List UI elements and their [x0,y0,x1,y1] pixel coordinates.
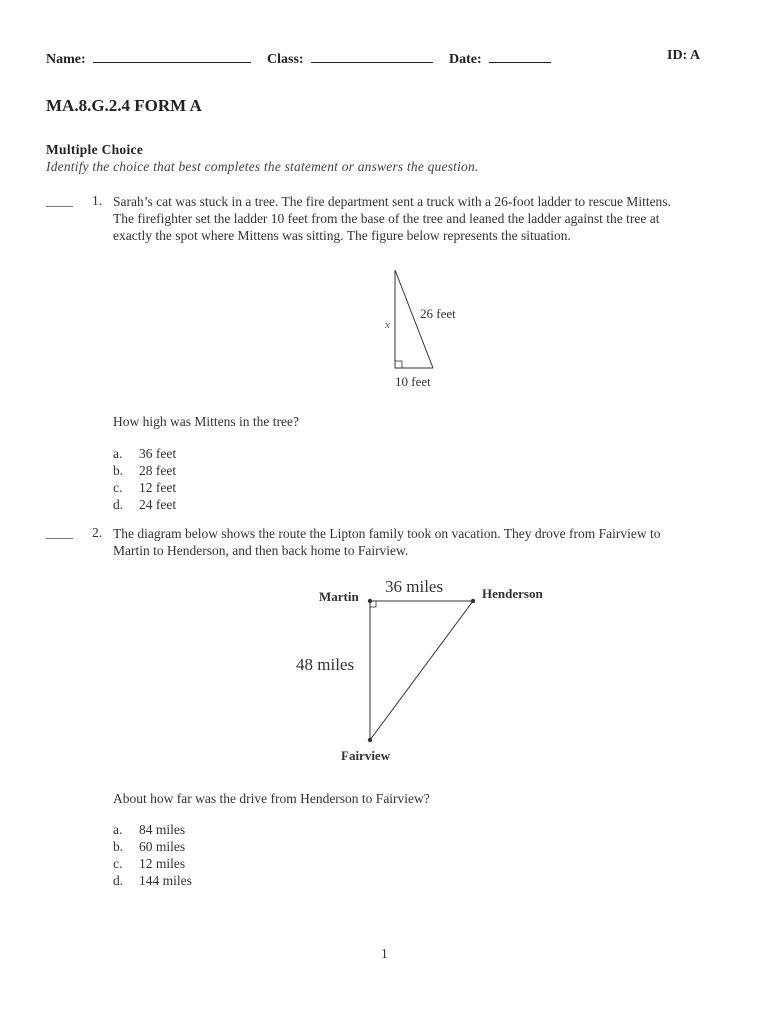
class-label: Class: [267,52,304,67]
class-blank[interactable] [311,48,433,63]
choice-letter: d. [113,497,124,512]
class-field [267,48,433,68]
choice-letter: a. [113,446,123,461]
choice-item[interactable] [113,873,192,890]
question-1-choices [113,446,176,514]
answer-blank-2[interactable]: ____ [46,525,73,540]
choice-item[interactable] [113,463,176,480]
right-angle-mark [395,361,402,368]
fairview-label: Fairview [341,748,391,763]
page-number: 1 [381,946,388,961]
question-1-prompt: How high was Mittens in the tree? [113,414,299,429]
question-number-1: 1. [92,193,103,208]
choice-letter: d. [113,873,124,888]
page-title: MA.8.G.2.4 FORM A [46,96,202,115]
choice-item[interactable] [113,497,176,514]
height-variable-label: x [385,319,390,331]
choice-text: 144 miles [139,873,192,888]
choice-item[interactable] [113,480,176,497]
question-number-2: 2. [92,525,103,540]
section-instructions: Identify the choice that best completes the statement or answers the question. [46,159,479,174]
choice-letter: b. [113,839,124,854]
ladder-triangle-figure [375,262,485,397]
choice-text: 36 feet [139,446,177,461]
choice-text: 28 feet [139,463,177,478]
section-heading: Multiple Choice [46,142,144,157]
name-blank[interactable] [93,48,251,63]
martin-label: Martin [319,589,359,604]
question-1-line: exactly the spot where Mittens was sitting. The figure below represents the situation. [113,228,571,243]
question-2-line: The diagram below shows the route the Lipton family took on vacation. They drove from Fairview to [113,526,661,541]
name-field [46,48,251,68]
name-label: Name: [46,52,86,67]
question-text-1 [113,193,671,244]
fairview-point [368,738,372,742]
choice-text: 12 miles [139,856,186,871]
choice-letter: c. [113,480,123,495]
choice-item[interactable] [113,856,192,873]
choice-text: 24 feet [139,497,177,512]
question-text-2 [113,525,661,559]
choice-item[interactable] [113,839,192,856]
id-label: ID: A [667,48,701,63]
choice-text: 60 miles [139,839,186,854]
choice-item[interactable] [113,446,176,463]
answer-blank-1[interactable]: ____ [46,193,73,208]
question-2-line: Martin to Henderson, and then back home to Fairview. [113,543,409,558]
henderson-point [471,599,475,603]
martin-point [368,599,372,603]
date-label: Date: [449,52,482,67]
top-distance-label: 36 miles [385,577,444,596]
choice-letter: a. [113,822,123,837]
side-distance-label: 48 miles [296,655,355,674]
choice-letter: b. [113,463,124,478]
question-2-prompt: About how far was the drive from Henderson to Fairview? [113,791,430,806]
choice-letter: c. [113,856,123,871]
henderson-fairview-route [370,601,473,740]
choice-text: 12 feet [139,480,177,495]
choice-text: 84 miles [139,822,186,837]
date-blank[interactable] [489,48,551,63]
hypotenuse-label: 26 feet [420,306,456,321]
date-field [449,48,551,68]
question-2-choices [113,822,192,890]
question-1-line: The firefighter set the ladder 10 feet from the base of the tree and leaned the ladder against the tree at [113,211,660,226]
choice-item[interactable] [113,822,192,839]
question-1-line: Sarah’s cat was stuck in a tree. The fire department sent a truck with a 26-foot ladder to rescue Mittens. [113,194,671,209]
henderson-label: Henderson [482,586,543,601]
base-label: 10 feet [395,374,431,389]
route-triangle-figure [290,572,560,772]
